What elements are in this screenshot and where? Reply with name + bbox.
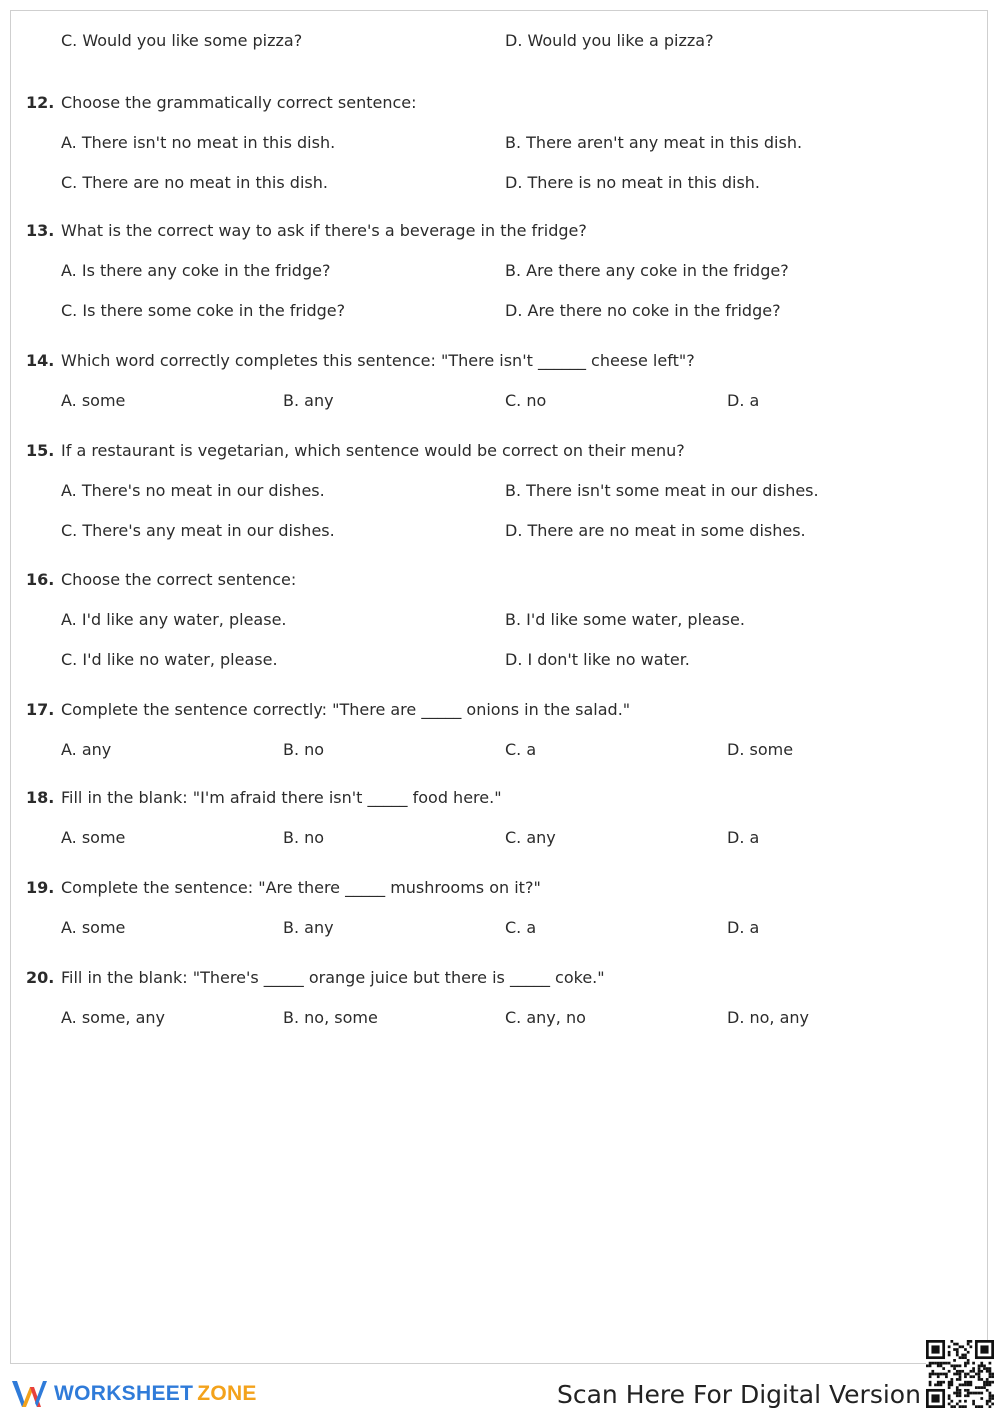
option-text: There's any meat in our dishes. — [82, 521, 335, 540]
question-text: Choose the correct sentence: — [61, 570, 297, 589]
option-a[interactable] — [61, 828, 125, 847]
question-text: Which word correctly completes this sentence: "There isn't ______ cheese left"? — [61, 351, 695, 370]
option-text: Is there some coke in the fridge? — [82, 301, 346, 320]
question-line — [11, 93, 987, 117]
question-line — [11, 351, 987, 375]
scan-caption: Scan Here For Digital Version — [557, 1380, 921, 1409]
option-b[interactable] — [505, 610, 745, 629]
option-text: I'd like any water, please. — [81, 610, 287, 629]
option-a[interactable] — [61, 133, 335, 152]
option-text: There aren't any meat in this dish. — [526, 133, 803, 152]
question-line — [11, 221, 987, 245]
option-row — [11, 740, 987, 764]
option-text: no — [304, 740, 325, 759]
question-number: 13. — [26, 221, 55, 240]
question-line — [11, 570, 987, 594]
option-row — [11, 828, 987, 852]
worksheet-page — [10, 10, 988, 1364]
question-18 — [11, 788, 987, 852]
option-a[interactable] — [61, 261, 330, 280]
option-c[interactable] — [505, 391, 546, 410]
option-row — [11, 650, 987, 674]
question-15 — [11, 441, 987, 545]
brand-name: WORKSHEET ZONE — [54, 1382, 257, 1405]
option-letter: B. — [283, 828, 300, 847]
question-text: Complete the sentence correctly: "There are _____ onions in the salad." — [61, 700, 631, 719]
option-text: There isn't some meat in our dishes. — [526, 481, 819, 500]
option-text: There isn't no meat in this dish. — [81, 133, 336, 152]
option-row — [11, 918, 987, 942]
option-d[interactable] — [727, 391, 759, 410]
option-d[interactable] — [505, 173, 760, 192]
worksheetzone-logo — [10, 1376, 257, 1412]
option-letter: C. — [61, 650, 78, 669]
option-letter: C. — [505, 740, 522, 759]
option-text: no, any — [749, 1008, 810, 1027]
option-letter: B. — [505, 261, 522, 280]
question-13 — [11, 221, 987, 325]
option-letter: A. — [61, 481, 77, 500]
option-letter: D. — [505, 173, 523, 192]
qr-code-icon[interactable] — [926, 1340, 994, 1408]
option-text: I'd like no water, please. — [82, 650, 278, 669]
question-line — [11, 441, 987, 465]
option-row — [11, 173, 987, 197]
option-a[interactable] — [61, 610, 287, 629]
option-letter: A. — [61, 918, 77, 937]
option-text: There's no meat in our dishes. — [81, 481, 325, 500]
option-text: a — [526, 918, 537, 937]
option-letter: B. — [505, 133, 522, 152]
option-c[interactable] — [505, 918, 536, 937]
option-d[interactable] — [505, 521, 806, 540]
option-a[interactable] — [61, 481, 325, 500]
question-19 — [11, 878, 987, 942]
option-letter: D. — [727, 1008, 745, 1027]
option-letter: A. — [61, 391, 77, 410]
option-d[interactable] — [727, 828, 759, 847]
option-letter: A. — [61, 610, 77, 629]
option-text: some — [749, 740, 794, 759]
question-number: 17. — [26, 700, 55, 719]
option-letter: C. — [505, 1008, 522, 1027]
question-text: If a restaurant is vegetarian, which sentence would be correct on their menu? — [61, 441, 685, 460]
option-text: no — [526, 391, 547, 410]
option-text: any, no — [526, 1008, 586, 1027]
option-letter: B. — [283, 740, 300, 759]
option[interactable]: D. Would you like a pizza? — [505, 31, 714, 50]
option-b[interactable] — [283, 1008, 378, 1027]
worksheetzone-logo-icon — [10, 1377, 50, 1411]
footer — [0, 1366, 1000, 1414]
option-a[interactable] — [61, 391, 125, 410]
option-letter: C. — [61, 301, 78, 320]
option-d[interactable] — [505, 650, 690, 669]
option-d[interactable] — [727, 1008, 809, 1027]
option-text: any — [304, 918, 334, 937]
option-text: Is there any coke in the fridge? — [81, 261, 331, 280]
option-a[interactable] — [61, 1008, 165, 1027]
option-letter: C. — [61, 173, 78, 192]
option-b[interactable] — [283, 391, 334, 410]
option-row — [11, 301, 987, 325]
option-letter: A. — [61, 828, 77, 847]
lead-options-row — [11, 31, 987, 55]
question-number: 20. — [26, 968, 55, 987]
option-row — [11, 481, 987, 505]
question-number: 15. — [26, 441, 55, 460]
option-c[interactable] — [61, 301, 345, 320]
option-row — [11, 610, 987, 634]
option[interactable]: C. Would you like some pizza? — [61, 31, 303, 50]
option-text: any — [81, 740, 112, 759]
option-letter: D. — [727, 391, 745, 410]
option-letter: A. — [61, 133, 77, 152]
option-row — [11, 1008, 987, 1032]
option-letter: C. — [61, 521, 78, 540]
option-b[interactable] — [505, 261, 789, 280]
option-c[interactable] — [61, 521, 335, 540]
option-b[interactable] — [505, 133, 802, 152]
option-text: a — [749, 391, 760, 410]
option-letter: A. — [61, 1008, 77, 1027]
option-letter: A. — [61, 740, 77, 759]
option-row — [11, 391, 987, 415]
option-letter: D. — [505, 650, 523, 669]
option-c[interactable] — [505, 828, 556, 847]
question-number: 18. — [26, 788, 55, 807]
option-letter: C. — [505, 918, 522, 937]
option-letter: D. — [727, 740, 745, 759]
option-d[interactable] — [727, 918, 759, 937]
question-number: 16. — [26, 570, 55, 589]
question-number: 14. — [26, 351, 55, 370]
option-row — [11, 261, 987, 285]
question-number: 19. — [26, 878, 55, 897]
option-b[interactable] — [505, 481, 819, 500]
option-d[interactable] — [505, 301, 781, 320]
option-c[interactable] — [61, 173, 328, 192]
question-14 — [11, 351, 987, 415]
option-row — [11, 521, 987, 545]
question-16 — [11, 570, 987, 674]
option-letter: B. — [283, 391, 300, 410]
option-b[interactable] — [283, 740, 324, 759]
question-text: Complete the sentence: "Are there _____ mushrooms on it?" — [61, 878, 541, 897]
option-letter: D. — [505, 521, 523, 540]
question-text: What is the correct way to ask if there's a beverage in the fridge? — [61, 221, 587, 240]
option-letter: D. — [505, 301, 523, 320]
question-number: 12. — [26, 93, 55, 112]
option-letter: C. — [505, 391, 522, 410]
question-text: Fill in the blank: "There's _____ orange juice but there is _____ coke." — [61, 968, 605, 987]
option-text: some — [81, 828, 126, 847]
option-letter: B. — [505, 481, 522, 500]
question-text: Choose the grammatically correct sentence: — [61, 93, 417, 112]
question-text: Fill in the blank: "I'm afraid there isn't _____ food here." — [61, 788, 502, 807]
option-text: There is no meat in this dish. — [527, 173, 761, 192]
option-text: There are no meat in this dish. — [82, 173, 328, 192]
question-line — [11, 788, 987, 812]
option-text: some — [81, 918, 126, 937]
option-text: a — [749, 828, 760, 847]
option-c[interactable] — [505, 1008, 586, 1027]
option-letter: D. — [727, 828, 745, 847]
option-letter: A. — [61, 261, 77, 280]
option-letter: C. — [505, 828, 522, 847]
question-12 — [11, 93, 987, 197]
option-text: some, any — [81, 1008, 165, 1027]
question-20 — [11, 968, 987, 1032]
option-letter: B. — [283, 918, 300, 937]
option-letter: D. — [727, 918, 745, 937]
question-line — [11, 878, 987, 902]
option-text: no, some — [304, 1008, 378, 1027]
question-17 — [11, 700, 987, 764]
option-row — [11, 133, 987, 157]
option-letter: B. — [505, 610, 522, 629]
option-text: no — [304, 828, 325, 847]
option-text: some — [81, 391, 126, 410]
option-a[interactable] — [61, 740, 111, 759]
option-b[interactable] — [283, 828, 324, 847]
option-letter: B. — [283, 1008, 300, 1027]
option-b[interactable] — [283, 918, 334, 937]
option-text: any — [526, 828, 556, 847]
option-text: I'd like some water, please. — [526, 610, 745, 629]
option-text: a — [749, 918, 760, 937]
option-d[interactable] — [727, 740, 793, 759]
option-text: I don't like no water. — [527, 650, 690, 669]
option-text: a — [526, 740, 537, 759]
option-text: Are there no coke in the fridge? — [527, 301, 781, 320]
question-line — [11, 700, 987, 724]
question-line — [11, 968, 987, 992]
option-c[interactable] — [505, 740, 536, 759]
option-text: There are no meat in some dishes. — [527, 521, 806, 540]
option-text: any — [304, 391, 334, 410]
option-text: Are there any coke in the fridge? — [526, 261, 789, 280]
option-a[interactable] — [61, 918, 125, 937]
option-c[interactable] — [61, 650, 278, 669]
